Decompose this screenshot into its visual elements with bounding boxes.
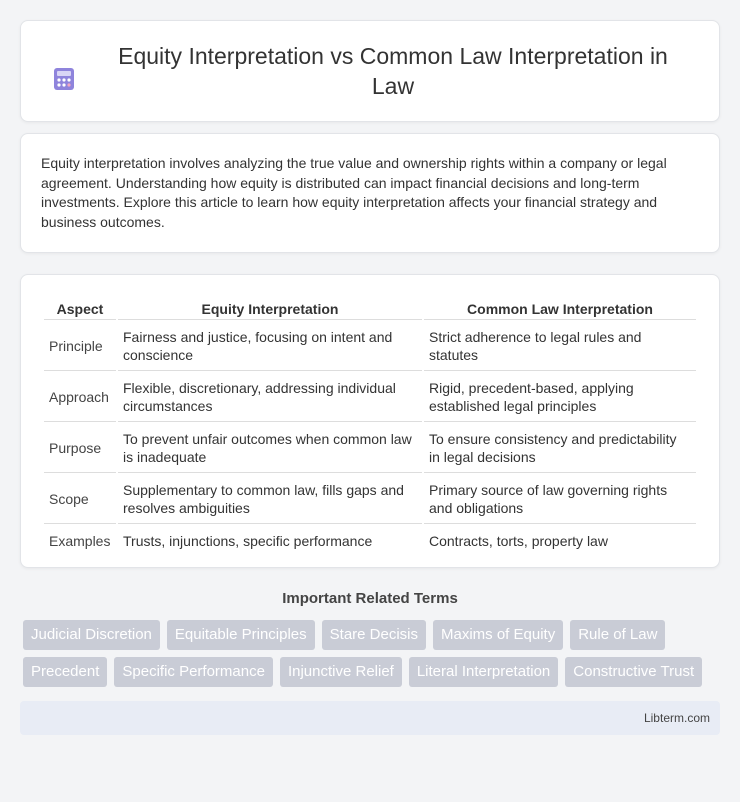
page-title: Equity Interpretation vs Common Law Interpretation in Law	[118, 43, 668, 99]
row-common-law: Strict adherence to legal rules and statutes	[424, 322, 696, 371]
footer	[20, 701, 720, 735]
row-equity: Supplementary to common law, fills gaps and resolves ambiguities	[118, 475, 422, 524]
table-row	[44, 424, 696, 473]
table-row	[44, 526, 696, 556]
row-aspect: Purpose	[44, 424, 116, 473]
table-header-row	[44, 297, 696, 320]
row-equity: To prevent unfair outcomes when common law is inadequate	[118, 424, 422, 473]
header-common-law: Common Law Interpretation	[424, 297, 696, 320]
row-common-law: Rigid, precedent-based, applying established legal principles	[424, 373, 696, 422]
row-common-law: Primary source of law governing rights and obligations	[424, 475, 696, 524]
tag-specific-performance[interactable]: Specific Performance	[114, 657, 273, 687]
row-aspect: Examples	[49, 533, 111, 549]
tag-stare-decisis[interactable]: Stare Decisis	[322, 620, 426, 650]
intro-card	[20, 133, 720, 253]
title-wrap	[51, 41, 689, 101]
row-aspect: Principle	[44, 322, 116, 371]
header-aspect: Aspect	[44, 297, 116, 320]
comparison-table	[42, 295, 698, 558]
row-common-law: Contracts, torts, property law	[429, 533, 608, 549]
row-aspect: Scope	[44, 475, 116, 524]
calculator-icon	[51, 66, 77, 92]
row-aspect: Approach	[44, 373, 116, 422]
row-equity: Trusts, injunctions, specific performance	[123, 533, 373, 549]
comparison-table-card	[20, 274, 720, 568]
header-equity: Equity Interpretation	[118, 297, 422, 320]
tag-maxims-of-equity[interactable]: Maxims of Equity	[433, 620, 563, 650]
footer-brand[interactable]: Libterm.com	[643, 711, 710, 725]
tag-injunctive-relief[interactable]: Injunctive Relief	[280, 657, 402, 687]
row-common-law: To ensure consistency and predictability in legal decisions	[424, 424, 696, 473]
table-row	[44, 475, 696, 524]
intro-text: Equity interpretation involves analyzing the true value and ownership rights within a company or legal agreement. Understanding how equity is distributed can impact financial decisions and long-term investments. Explore this article to learn how equity interpretation affects your financial strategy and business outcomes.	[41, 155, 667, 230]
row-equity: Flexible, discretionary, addressing individual circumstances	[118, 373, 422, 422]
table-row	[44, 322, 696, 371]
header-card	[20, 20, 720, 122]
tag-equitable-principles[interactable]: Equitable Principles	[167, 620, 315, 650]
tag-precedent[interactable]: Precedent	[23, 657, 107, 687]
table-row	[44, 373, 696, 422]
related-terms-tags	[20, 620, 720, 694]
tag-judicial-discretion[interactable]: Judicial Discretion	[23, 620, 160, 650]
tag-literal-interpretation[interactable]: Literal Interpretation	[409, 657, 558, 687]
tag-constructive-trust[interactable]: Constructive Trust	[565, 657, 702, 687]
row-equity: Fairness and justice, focusing on intent and conscience	[118, 322, 422, 371]
related-terms-title: Important Related Terms	[282, 590, 458, 607]
tag-rule-of-law[interactable]: Rule of Law	[570, 620, 665, 650]
